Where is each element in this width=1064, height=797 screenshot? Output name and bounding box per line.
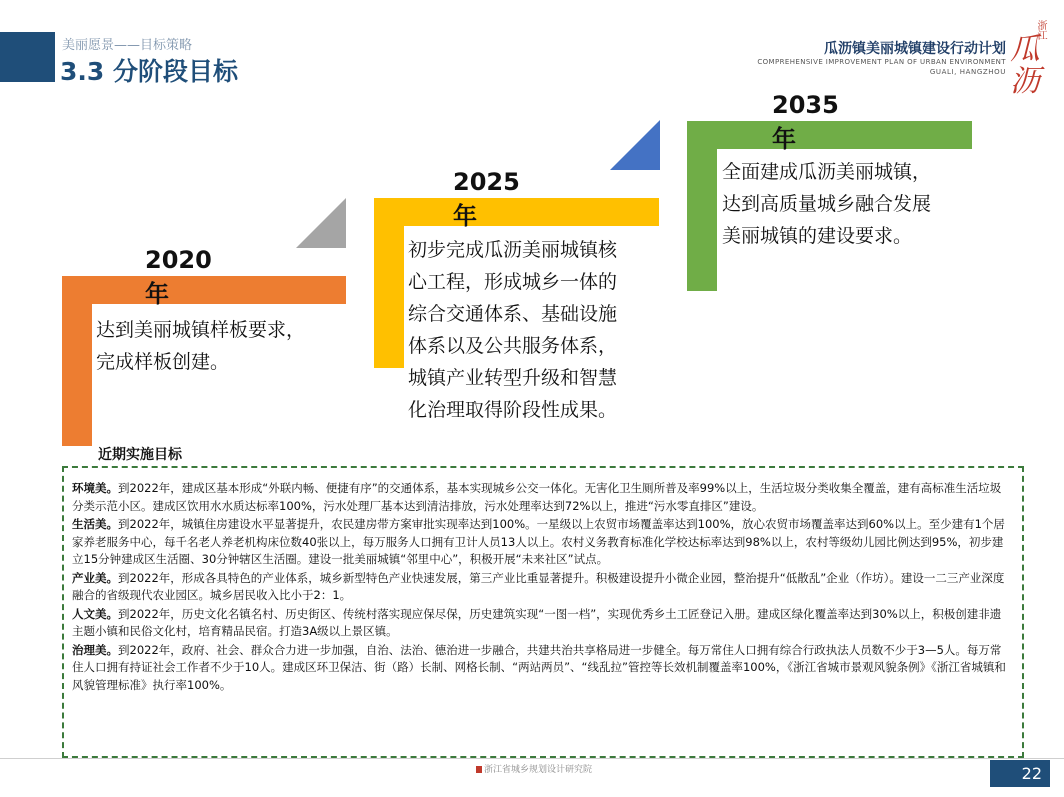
near-term-item-key: 人文美。 — [72, 606, 118, 621]
project-english-location: GUALI, HANGZHOU — [929, 68, 1006, 76]
near-term-item-text: 到2022年，历史文化名镇名村、历史街区、传统村落实现应保尽保，历史建筑实现“一图一档”，实现优秀乡土工匠登记入册。建成区绿化覆盖率达到30%以上，积极创建非遗主题小镇和民俗文化村，培育精品民宿。打造3A级以上景区镇。 — [72, 606, 1002, 638]
near-term-item-culture — [72, 606, 1012, 641]
header-accent-bar — [0, 32, 55, 82]
stage-2035-line-3: 美丽城镇的建设要求。 — [722, 225, 913, 247]
near-term-item-text: 到2022年，形成各具特色的产业体系，城乡新型特色产业快速发展，第三产业比重显著提升。积极建设提升小微企业园，整治提升“低散乱”企业（作坊）。建设一二三产业深度融合的省级现代农业园区。城乡居民收入比小于2：1。 — [72, 570, 1005, 602]
footer-organization-name: 浙江省城乡规划设计研究院 — [484, 765, 593, 775]
stage-2020-line-1: 达到美丽城镇样板要求， — [96, 319, 306, 341]
project-english-title: COMPREHENSIVE IMPROVEMENT PLAN OF URBAN ENVIRONMENT — [757, 58, 1006, 66]
stage-2035-line-2: 达到高质量城乡融合发展 — [722, 193, 932, 215]
stage-2025-line-4: 体系以及公共服务体系， — [408, 335, 618, 357]
stage-2025-line-5: 城镇产业转型升级和智慧 — [408, 367, 618, 389]
near-term-item-key: 产业美。 — [72, 570, 118, 585]
footer-organization — [476, 762, 592, 775]
near-term-item-key: 治理美。 — [72, 642, 118, 657]
logo-calligraphy: 瓜沥 — [1010, 32, 1040, 99]
stage-2025-line-2: 心工程，形成城乡一体的 — [408, 271, 618, 293]
near-term-label: 近期实施目标 — [98, 447, 182, 463]
stage-2035-year: 2035年 — [772, 91, 839, 153]
project-title: 瓜沥镇美丽城镇建设行动计划 — [824, 41, 1006, 57]
stage-arrow-grey-triangle — [296, 198, 348, 248]
stage-2025-line-1: 初步完成瓜沥美丽城镇核 — [408, 239, 618, 261]
stage-2035-line-1: 全面建成瓜沥美丽城镇， — [722, 161, 932, 183]
stage-2025-line-3: 综合交通体系、基础设施 — [408, 303, 618, 325]
page-title: 3.3 分阶段目标 — [60, 57, 238, 86]
stage-2035-description — [722, 156, 992, 252]
footer-divider — [0, 758, 1064, 759]
near-term-item-environment — [72, 480, 1012, 515]
near-term-item-industry — [72, 570, 1012, 605]
near-term-box — [62, 466, 1024, 758]
near-term-item-text: 到2022年，建成区基本形成“外联内畅、便捷有序”的交通体系，基本实现城乡公交一体化。无害化卫生厕所普及率99%以上，生活垃圾分类收集全覆盖，建有高标准生活垃圾分类示范小区。建成区饮用水水质达标率100%，污水处理厂基本达到清洁排放，污水处理率达到72%以上，推进“污水零直排区”建设。 — [72, 481, 1002, 513]
near-term-item-key: 环境美。 — [72, 481, 118, 495]
stage-arrow-blue-triangle — [610, 120, 660, 170]
stage-2020-description — [96, 314, 346, 378]
near-term-item-living — [72, 516, 1012, 569]
section-breadcrumb: 美丽愿景——目标策略 — [62, 38, 193, 53]
stage-2020-year: 2020年 — [145, 246, 212, 308]
page-number: 22 — [990, 760, 1050, 787]
logo-province-text: 浙江 — [1035, 20, 1046, 40]
guali-logo — [1010, 20, 1056, 99]
near-term-item-key: 生活美。 — [72, 517, 118, 531]
near-term-item-governance — [72, 642, 1012, 695]
near-term-item-text: 到2022年，政府、社会、群众合力进一步加强，自治、法治、德治进一步融合，共建共治共享格局进一步健全。每万常住人口拥有综合行政执法人员数不少于3—5人。每万常住人口拥有持证社会工作者不少于10人。建成区环卫保洁、街（路）长制、网格长制、“两站两员”、“线乱拉”管控等长效机制覆盖率100%，《浙江省城市景观风貌条例》《浙江省城镇和风貌管理标准》执行率100%。 — [72, 642, 1006, 692]
stage-2025-year: 2025年 — [453, 168, 520, 230]
near-term-item-text: 到2022年，城镇住房建设水平显著提升，农民建房带方案审批实现率达到100%。一星级以上农贸市场覆盖率达到100%，放心农贸市场覆盖率达到60%以上。至少建有1个居家养老服务中心，每千名老人养老机构床位数40张以上，每万服务人口拥有卫计人员13人以上。农村义务教育标准化学校达标率达到98%以上，农村等级幼儿园比例达到95%，初步建立15分钟建成区生活圈、30分钟辖区生活圈。建设一批美丽城镇“邻里中心”，积极开展“未来社区”试点。 — [72, 517, 1005, 566]
stage-2025-description — [408, 234, 668, 426]
stage-2020-line-2: 完成样板创建。 — [96, 351, 230, 373]
stage-2025-line-6: 化治理取得阶段性成果。 — [408, 399, 618, 421]
org-logo-icon — [476, 766, 482, 773]
